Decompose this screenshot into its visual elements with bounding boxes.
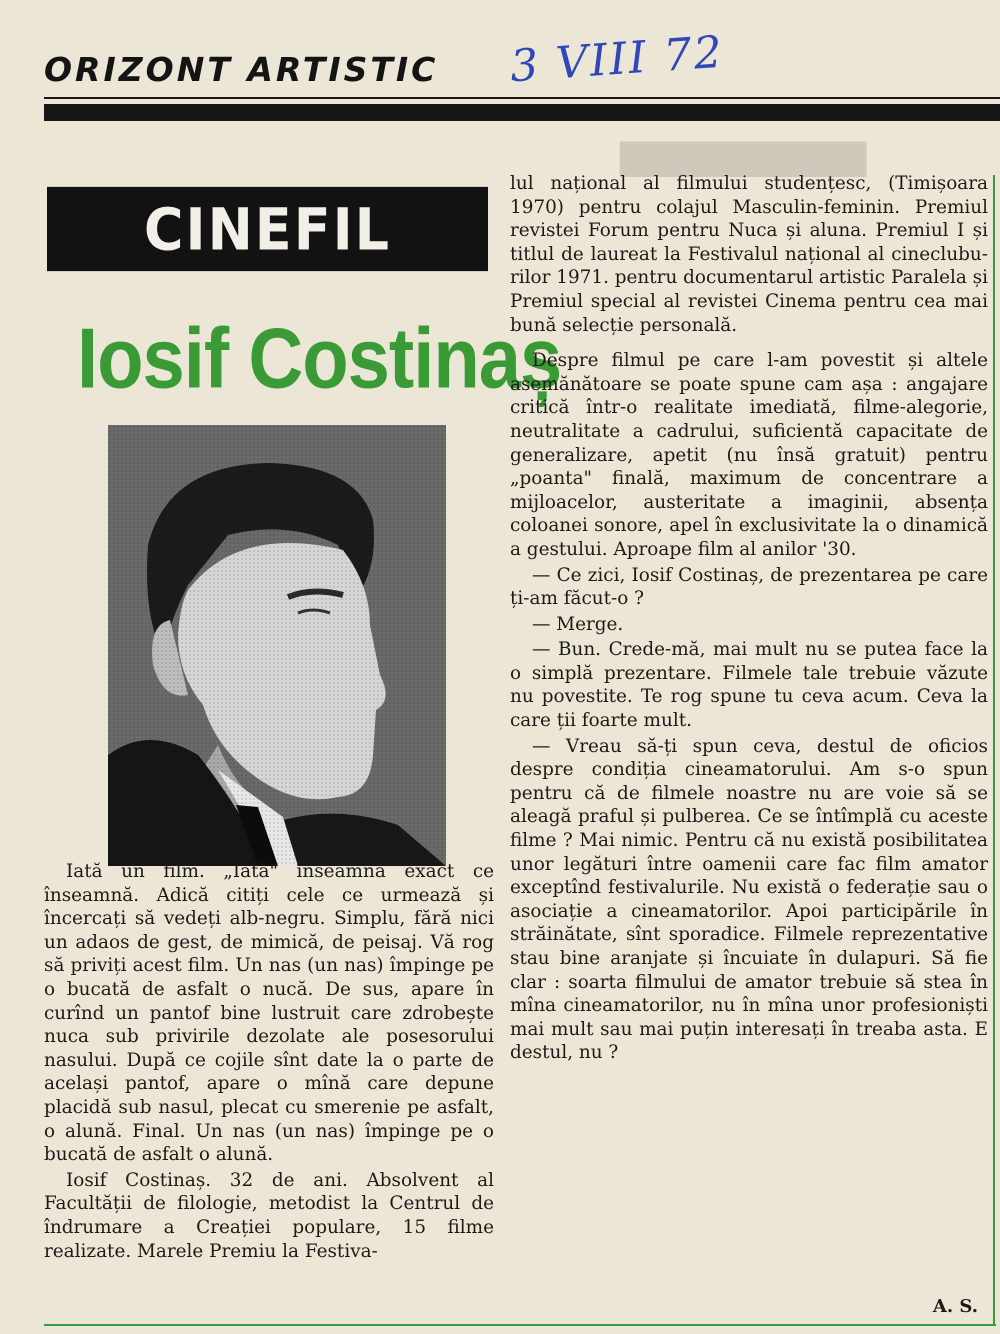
section-banner <box>47 187 488 271</box>
article-paragraph: Iată un film. „Iată" înseamnă exact ce înseamnă. Adică citiți cele ce urmează și încercați să vedeți alb-negru. Simplu, fără nici un adaos de gest, de mimică, de peisaj. Vă rog să priviți acest film. Un nas (un nas) împinge pe o bucată de asfalt o nucă. De sus, apare în curînd un pantof bine lustruit care zdrobește nuca sub privirile dezolate ale posesorului nasului. După ce cojile sînt date la o parte de același pantof, apare o mînă care depune placidă sub nasul, plecat cu smerenie pe asfalt, o alună. Final. Un nas (un nas) împinge pe o bucată de asfalt o alună. <box>44 861 494 1166</box>
article-paragraph: Iosif Costinaș. 32 de ani. Absolvent al Facultății de filologie, metodist la Centrul de îndrumare a Creației populare, 15 filme realizate. Marele Premiu la Festiva- <box>44 1169 494 1262</box>
masthead-rule-thick <box>44 104 1000 121</box>
article-headline: Iosif Costinaș <box>77 311 562 407</box>
article-paragraph-continuation: lul național al filmului studențesc, (Timișoara 1970) pentru colajul Masculin-feminin. Premiul revistei Forum pentru Nuca și aluna. Premiul I și titlul de laureat la Festivalul național al cineclubu-rilor 1971. pentru documentarul artistic Paralela și Premiul special al revistei Cinema pentru cea mai bună selecție personală. <box>510 173 988 336</box>
interview-line: — Vreau să-ți spun ceva, destul de oficios despre condiția cineamatorului. Am s-o spun pentru că de filmele noastre nu are voie să se aleagă praful și pulberea. Ce se întîmplă cu aceste filme ? Mai nimic. Pentru că nu există posibilitatea unor legături între oamenii care fac film amator exceptînd festivalurile. Nu există o federație sau o asociație a cineamatorilor. Apoi participările în străinătate, sînt sporadice. Filmele reprezentative stau bine aranjate și încuiate în dulapuri. Să fie clar : soarta filmului de amator trebuie să stea în mîna cineamatorilor, nu în mîna unor profesioniști mai mult sau mai puțin interesați în treaba asta. E destul, nu ? <box>510 735 988 1064</box>
masthead-rule-thin <box>44 97 1000 99</box>
article-paragraph: Despre filmul pe care l-am povestit și altele asemănătoare se poate spune cam așa : angajare critică într-o realitate imediată, filme-alegorie, neutralitate a cadrului, suficientă capacitate de generalizare, apetit (nu însă gratuit) pentru „poanta" finală, maximum de concentrare a mijloacelor, austeritate a imaginii, absența coloanei sonore, apel în exclusivitate la o dinamică a gestului. Aproape film al anilor '30. <box>510 350 988 560</box>
green-border-horizontal <box>44 1324 996 1326</box>
interview-line: — Ce zici, Iosif Costinaș, de prezentarea pe care ți-am făcut-o ? <box>510 564 988 610</box>
interview-line: — Bun. Crede-mă, mai mult nu se putea face la o simplă prezentare. Filmele tale trebuie văzute nu povestite. Te rog spune tu ceva acum. Ceva la care ții foarte mult. <box>510 639 988 732</box>
portrait-photo <box>108 425 446 866</box>
section-title: CINEFIL <box>143 194 392 264</box>
left-column <box>44 860 494 1263</box>
green-border-vertical <box>993 175 995 1325</box>
author-signature: A. S. <box>932 1296 978 1317</box>
masthead: ORIZONT ARTISTIC <box>44 50 439 89</box>
show-through-texture: ▆▆▆▆▆▆▆▆ <box>620 130 867 177</box>
handwritten-date: 3 VIII 72 <box>508 26 726 93</box>
interview-line: — Merge. <box>532 613 624 635</box>
right-column <box>510 172 988 1065</box>
